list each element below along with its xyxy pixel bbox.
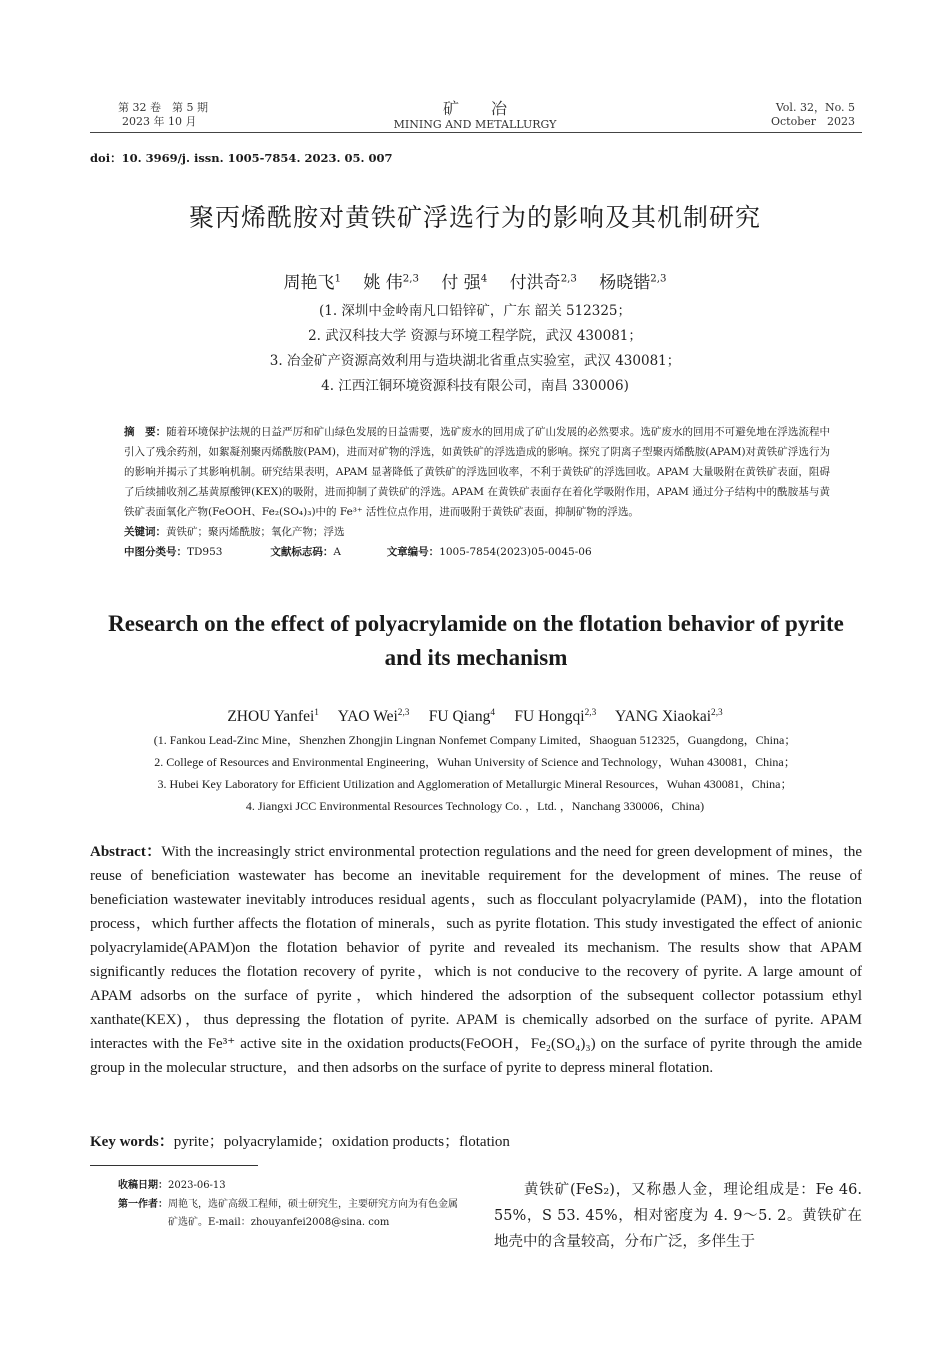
abstract-en-text: With the increasingly strict environmental protection regulations and the need for green development of mines，the reuse of beneficiation wastewater has become an inevitable requirement for the development of mines. The reuse of beneficiation wastewater inevitably introduces residual agents，such as flocculant polyacrylamide (PAM)，into the flotation process，which further affects the flotation of minerals，such as pyrite flotation. This study investigated the effect of anionic polyacrylamide(APAM)on the flotation behavior of pyrite and revealed its mechanism. The results show that APAM significantly reduces the flotation recovery of pyrite，which is not conducive to the recovery of pyrite. A large amount of APAM adsorbs on the surface of pyrite，which hindered the adsorption of the subsequent collector potassium ethyl xanthate(KEX)，thus depressing the flotation of pyrite. APAM is chemically adsorbed on the surface of pyrite. APAM interactes with the Fe³⁺ active site in the oxidation products(FeOOH，Fe₂(SO₄)₃) on the surface of pyrite through the amide group in the molecular structure，and then adsorbs on the surface of pyrite to depress mineral flotation. [90,844,862,1076]
clc-label: 中图分类号： [124,546,187,558]
keywords-cn-label: 关键词： [124,526,166,538]
title-cn: 聚丙烯酰胺对黄铁矿浮选行为的影响及其机制研究 [188,203,761,232]
affiliation-en: 2. College of Resources and Environmental Engineering，Wuhan University of Science and Technology，Wuhan 430081，China； [154,755,796,769]
author-cn: 付 强$^4$ [441,273,488,293]
affiliation-cn: 2. 武汉科技大学 资源与环境工程学院，武汉 430081； [308,328,642,344]
abstract-cn [124,422,830,562]
keywords-en-label: Key words： [90,1134,174,1150]
article-no-value: 1005-7854(2023)05-0045-06 [439,546,592,558]
body-intro-paragraph [494,1177,862,1255]
received-label: 收稿日期： [118,1180,168,1191]
abstract-cn-label: 摘 要： [124,426,167,438]
doc-code-label: 文献标志码： [270,546,334,558]
first-author-text: 周艳飞，选矿高级工程师，硕士研究生，主要研究方向为有色金属矿选矿。E-mail：zhouyanfei2008@sina. com [168,1199,458,1228]
author-en: FU Hongqi$^{2,3}$ [514,708,597,726]
header-journal-cn: 矿 冶 [442,99,507,118]
header-journal [380,100,570,132]
affiliation-cn: 3. 冶金矿产资源高效利用与造块湖北省重点实验室，武汉 430081； [269,353,681,369]
affiliation-en: 4. Jiangxi JCC Environmental Resources Technology Co. ，Ltd. ，Nanchang 330006，China) [245,799,705,813]
authors-en [0,708,950,726]
header-journal-en: MINING AND METALLURGY [393,118,557,131]
author-cn: 杨晓锴$^{2,3}$ [599,273,667,293]
keywords-cn-text: 黄铁矿；聚丙烯酰胺；氧化产物；浮选 [166,526,345,538]
title-en: Research on the effect of polyacrylamide on the flotation behavior of pyrite and its mechanism [108,611,844,670]
affiliations-cn [0,299,950,399]
footnote-first-author [118,1196,468,1232]
body-text: 黄铁矿(FeS₂)，又称愚人金，理论组成是：Fe 46. 55%，S 53. 45%，相对密度为 4. 9～5. 2。黄铁矿在地壳中的含量较高，分布广泛，多伴生于 [494,1182,862,1250]
classification-row [124,542,830,562]
keywords-en-text: pyrite；polyacrylamide；oxidation products；flotation [173,1134,510,1150]
author-cn: 周艳飞$^1$ [283,273,341,293]
header-left-volume [118,101,208,129]
header-volume-issue: 第 32 卷 第 5 期 [118,101,208,114]
doc-code-value: A [333,546,341,558]
header-vol-en: Vol. 32，No. 5 [775,101,855,114]
author-en: YANG Xiaokai$^{2,3}$ [615,708,723,726]
author-en: ZHOU Yanfei$^1$ [227,708,319,726]
affiliation-en: 3. Hubei Key Laboratory for Efficient Utilization and Agglomeration of Metallurgic Mineral Resources，Wuhan 430081，China； [157,777,793,791]
received-date: 2023-06-13 [168,1180,226,1191]
footnote-received [118,1177,468,1195]
affiliations-en [80,729,870,817]
doi[interactable]: doi：10. 3969/j. issn. 1005-7854. 2023. 05. 007 [90,151,393,165]
keywords-en [90,1130,862,1151]
first-author-label: 第一作者： [118,1199,168,1210]
affiliation-en: (1. Fankou Lead-Zinc Mine，Shenzhen Zhongjin Lingnan Nonfemet Company Limited，Shaoguan 512325，Guangdong，China； [153,733,797,747]
affiliation-cn: (1. 深圳中金岭南凡口铅锌矿，广东 韶关 512325； [318,303,632,319]
header-date-cn: 2023 年 10 月 [122,115,197,128]
abstract-en-label: Abstract： [90,844,162,860]
author-en: FU Qiang$^4$ [428,708,496,726]
author-cn: 付洪奇$^{2,3}$ [509,273,577,293]
abstract-cn-text: 随着环境保护法规的日益严厉和矿山绿色发展的日益需要，选矿废水的回用成了矿山发展的必然要求。选矿废水的回用不可避免地在浮选流程中引入了残余药剂，如絮凝剂聚丙烯酰胺(PAM)，进而对矿物的浮选，如黄铁矿的浮选造成的影响。探究了阴离子型聚丙烯酰胺(APAM)对黄铁矿浮选行为的影响并揭示了其影响机制。研究结果表明，APAM 显著降低了黄铁矿的浮选回收率，不利于黄铁矿的浮选回收。APAM 大量吸附在黄铁矿表面，阻碍了后续捕收剂乙基黄原酸钾(KEX)的吸附，进而抑制了黄铁矿的浮选。APAM 在黄铁矿表面存在着化学吸附作用，APAM 通过分子结构中的酰胺基与黄铁矿表面氧化产物(FeOOH、Fe₂(SO₄)₃)中的 Fe³⁺ 活性位点作用，进而吸附于黄铁矿表面，抑制矿物的浮选。 [124,426,831,518]
abstract-en [90,840,862,1080]
header-right-volume [720,101,855,129]
article-no-label: 文章编号： [386,546,440,558]
header-rule [90,132,862,133]
keywords-cn [124,522,830,542]
footnote-rule [90,1165,258,1166]
author-en: YAO Wei$^{2,3}$ [337,708,410,726]
author-cn: 姚 伟$^{2,3}$ [363,273,419,293]
authors-cn [0,268,950,293]
header-date-en: October 2023 [770,115,855,128]
clc-value: TD953 [187,546,223,558]
affiliation-cn: 4. 江西江铜环境资源科技有限公司，南昌 330006) [321,378,629,394]
